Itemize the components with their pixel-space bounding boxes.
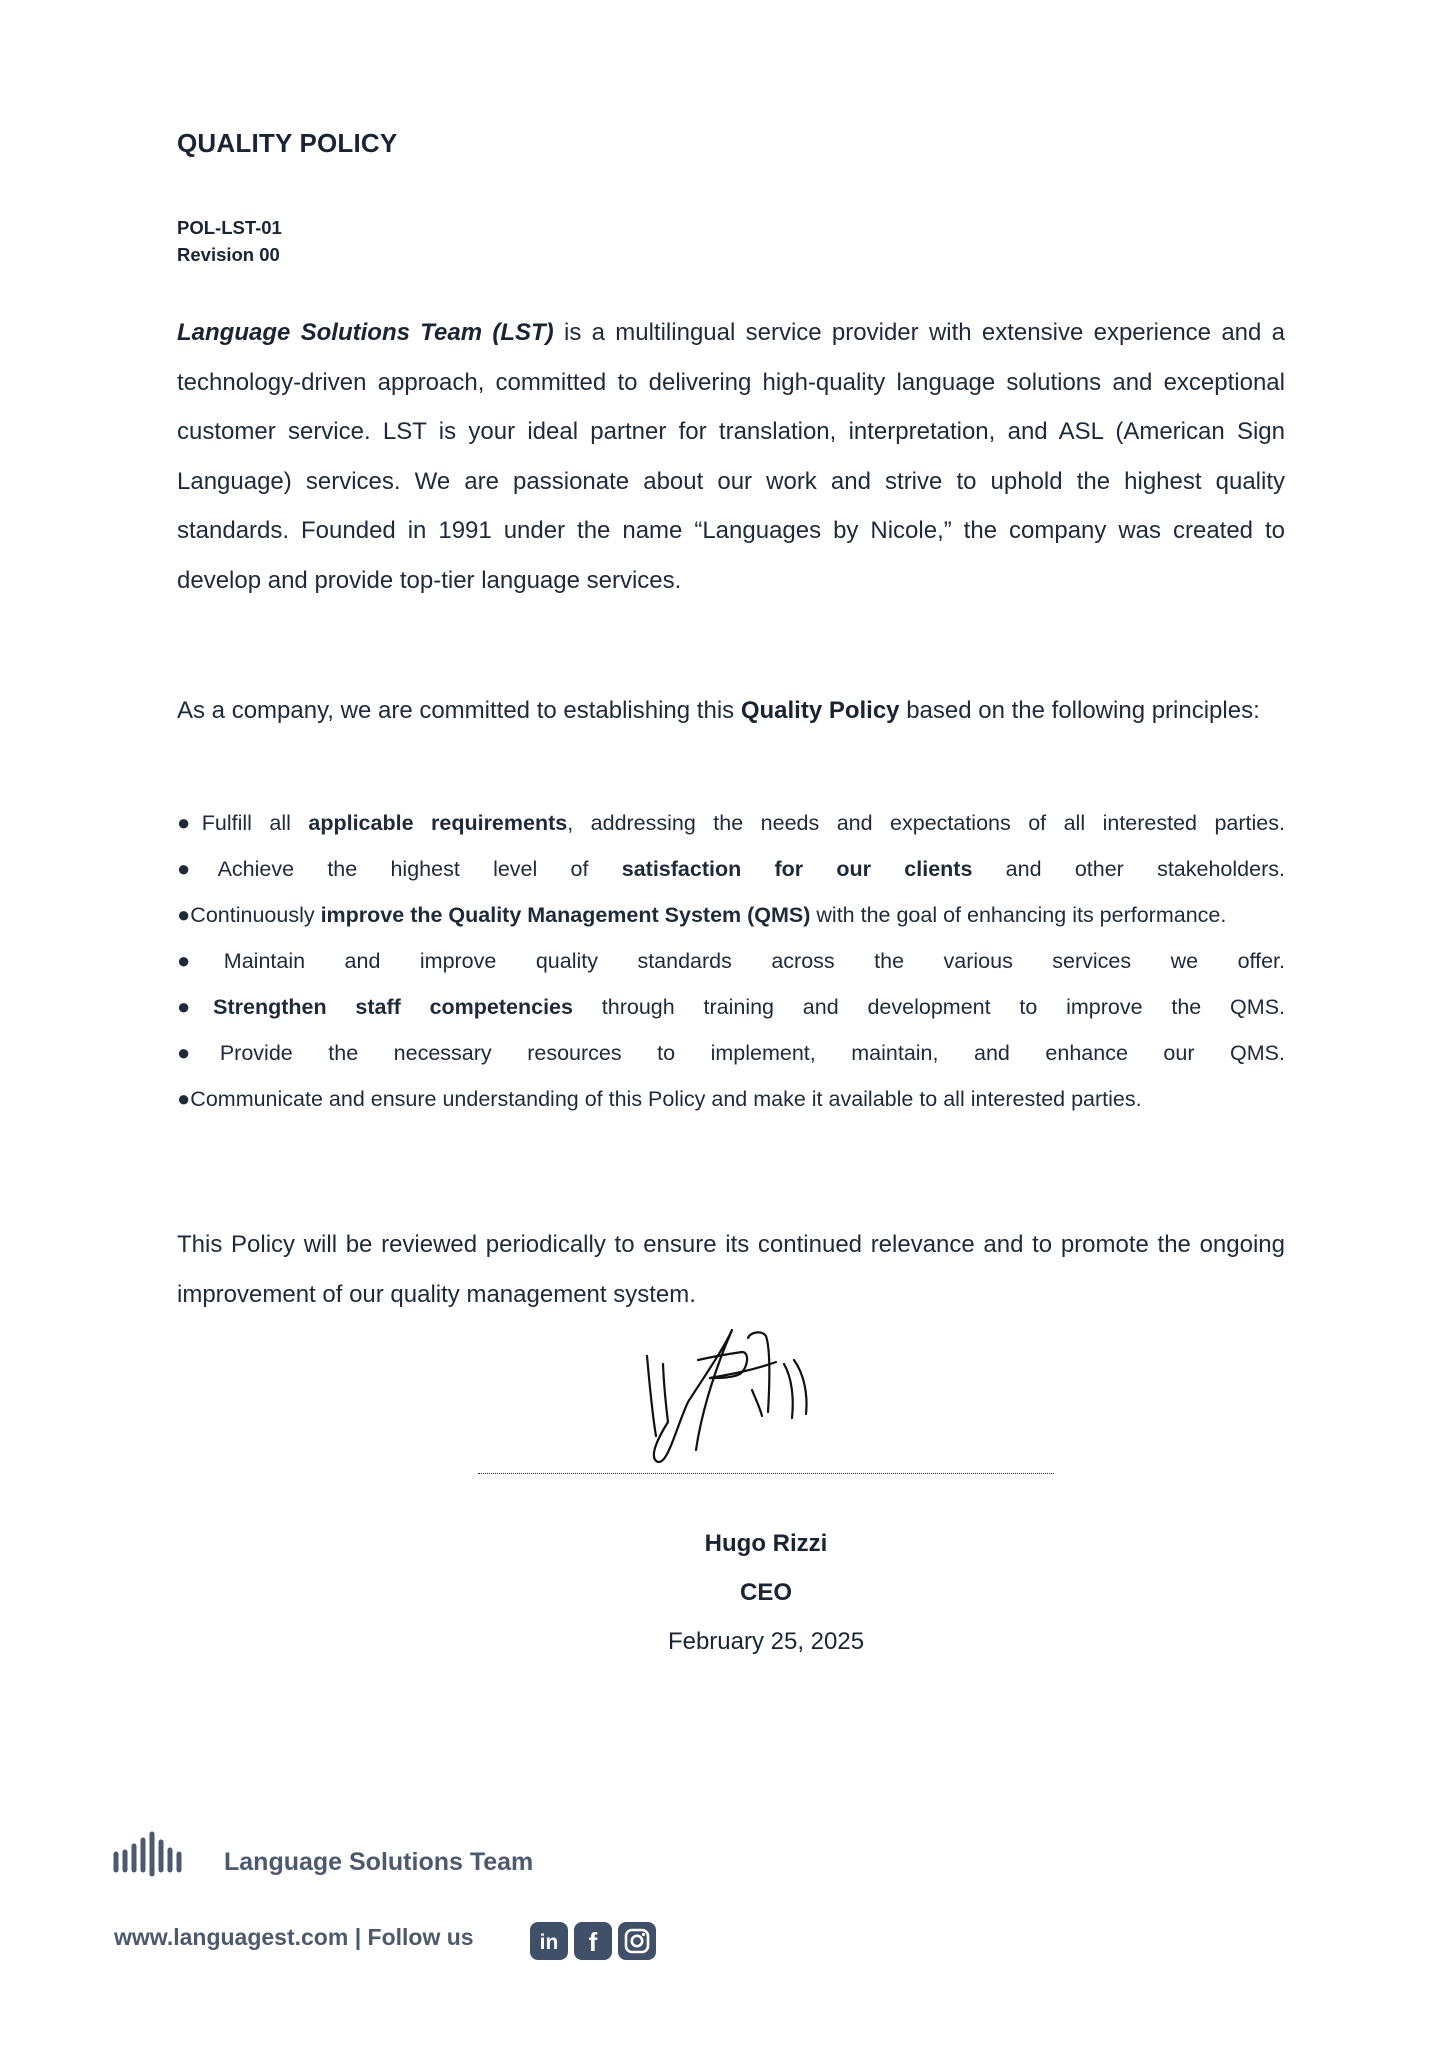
principle-text-end: , addressing the needs and expectations of all interested parties. [567,811,1285,835]
principle-text-end: with the goal of enhancing its performance. [810,903,1227,927]
intro-text: is a multilingual service provider with extensive experience and a technology-driven approach, committed to delivering high-quality language solutions and exceptional customer service. LST is your ideal partner for translation, interpretation, and ASL (American Sign Language) services. We are passionate about our work and strive to uphold the highest quality standards. Founded in 1991 under the name “Languages by Nicole,” the company was created to develop and provide top-tier language services. [177,319,1286,594]
signature-date: February 25, 2025 [667,1628,865,1655]
page-title: QUALITY POLICY [177,128,398,158]
principle-emphasis: satisfaction for our clients [621,857,973,881]
principle-text: Provide the necessary resources to implement, maintain, and enhance our QMS. [219,1041,1285,1065]
footer-brand-name: Language Solutions Team [224,1848,534,1876]
principles-list [177,800,1285,1122]
list-item [177,984,1285,1030]
linkedin-label: in [539,1931,559,1954]
facebook-icon[interactable] [574,1922,612,1960]
principle-text: Communicate and ensure understanding of this Policy and make it available to all interested parties. [190,1087,1142,1111]
footer-website-line[interactable]: www.languagest.com | Follow us [114,1924,474,1950]
principle-emphasis: improve the Quality Management System (QMS) [320,903,811,927]
principle-text: Fulfill all [201,811,309,835]
commitment-bold: Quality Policy [740,697,900,724]
brand-logo-icon [112,1830,186,1878]
bullet-icon: ● [177,948,224,973]
bullet-icon: ● [177,1086,191,1111]
handwritten-signature [636,1318,852,1470]
principle-text-end: and other stakeholders. [972,857,1285,881]
signature-line [478,1473,1054,1474]
bottom-bars-graphic [1018,1812,1370,1992]
principle-text-end: through training and development to improve the QMS. [572,995,1286,1019]
principle-text: Continuously [190,903,321,927]
top-bars-graphic [1018,18,1370,196]
principle-emphasis: applicable requirements [308,811,568,835]
list-item [177,1076,1285,1122]
list-item [177,892,1285,938]
list-item [177,800,1285,846]
commitment-text-start: As a company, we are committed to establishing this [177,697,741,724]
company-name: Language Solutions Team (LST) [177,319,554,346]
commitment-text-end: based on the following principles: [899,697,1260,724]
bullet-icon: ● [177,994,214,1019]
document-code: POL-LST-01 [177,217,282,238]
bullet-icon: ● [177,1040,220,1065]
principle-text: Maintain and improve quality standards across the various services we offer. [223,949,1285,973]
revision-label: Revision 00 [177,244,280,265]
signer-role: CEO [739,1579,792,1606]
bullet-icon: ● [177,810,202,835]
principle-emphasis: Strengthen staff competencies [213,995,573,1019]
commitment-paragraph [177,686,1285,736]
list-item [177,938,1285,984]
principle-text: Achieve the highest level of [217,857,622,881]
signer-name: Hugo Rizzi [704,1530,828,1557]
bullet-icon: ● [177,856,218,881]
linkedin-icon[interactable] [530,1922,568,1960]
list-item [177,1030,1285,1076]
document-code-block [177,214,282,268]
bullet-icon: ● [177,902,191,927]
intro-paragraph [177,308,1285,605]
facebook-label: f [588,1927,598,1957]
instagram-icon[interactable] [618,1922,656,1960]
list-item [177,846,1285,892]
closing-paragraph: This Policy will be reviewed periodically to ensure its continued relevance and to promote the ongoing improvement of our quality management system. [177,1231,1285,1308]
